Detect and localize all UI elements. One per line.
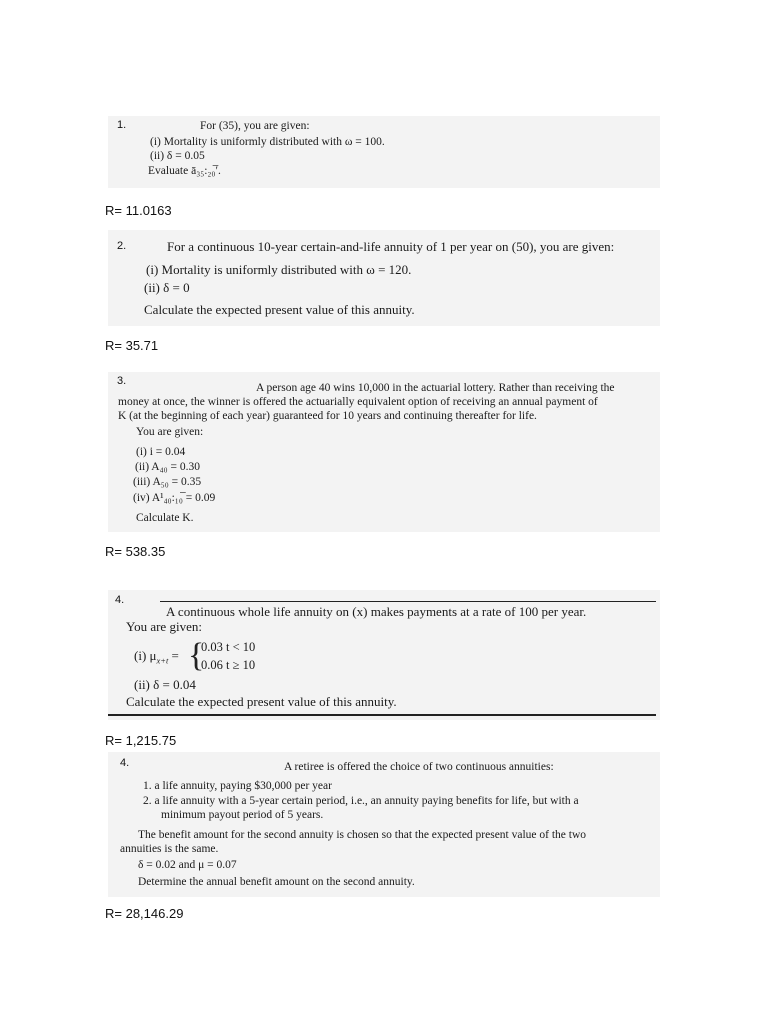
problem-1-given-ii: (ii) δ = 0.05	[150, 150, 205, 162]
problem-1-answer: R= 11.0163	[105, 203, 172, 218]
problem-3-given-header: You are given:	[136, 426, 204, 438]
problem-4b-number: 4.	[120, 757, 130, 769]
problem-1-given-i: (i) Mortality is uniformly distributed with ω = 100.	[150, 136, 385, 148]
problem-3-given-i: (i) i = 0.04	[136, 446, 186, 458]
problem-3-given-iii: (iii) A₅₀ = 0.35	[133, 476, 202, 488]
problem-4a-number: 4.	[115, 594, 125, 606]
problem-4a-task: Calculate the expected present value of this annuity.	[126, 694, 397, 709]
problem-3-intro-2: money at once, the winner is offered the actuarially equivalent option of receiving an annual payment of	[118, 396, 598, 408]
problem-4b-condition-1: The benefit amount for the second annuity is chosen so that the expected present value of the two	[138, 829, 587, 841]
problem-3-given-ii: (ii) A₄₀ = 0.30	[135, 461, 200, 473]
problem-4a-top-rule	[160, 601, 656, 602]
problem-4a-intro: A continuous whole life annuity on (x) makes payments at a rate of 100 per year.	[166, 604, 587, 619]
problem-4a-case-1: 0.03 t < 10	[201, 640, 256, 654]
problem-2-intro: For a continuous 10-year certain-and-life annuity of 1 per year on (50), you are given:	[167, 239, 615, 254]
problem-3-intro-1: A person age 40 wins 10,000 in the actuarial lottery. Rather than receiving the	[256, 382, 615, 394]
problem-4b-option-2-cont: minimum payout period of 5 years.	[161, 809, 324, 821]
problem-3-intro-3: K (at the beginning of each year) guaranteed for 10 years and continuing thereafter for life.	[118, 410, 537, 422]
problem-1-task: Evaluate ā₃₅:₂₀̅′.	[148, 165, 221, 177]
problem-4b-condition-2: annuities is the same.	[120, 843, 219, 855]
problem-3-number: 3.	[117, 375, 127, 387]
problem-2-given-ii: (ii) δ = 0	[144, 280, 190, 295]
problem-4b-intro: A retiree is offered the choice of two continuous annuities:	[284, 761, 554, 773]
problem-3-task: Calculate K.	[136, 512, 194, 524]
problem-4a-mu-symbol: (i) μ	[134, 648, 157, 663]
problem-4b-option-1: 1. a life annuity, paying $30,000 per year	[143, 780, 332, 792]
problem-4a-bottom-rule	[108, 714, 656, 716]
problem-4a-answer: R= 1,215.75	[105, 733, 177, 748]
problem-2-number: 2.	[117, 240, 127, 252]
problem-4b-answer: R= 28,146.29	[105, 906, 184, 921]
problem-4a-case-2: 0.06 t ≥ 10	[201, 658, 256, 672]
problem-4a-given-header: You are given:	[126, 619, 202, 634]
problem-2-answer: R= 35.71	[105, 338, 159, 353]
problem-4b-given: δ = 0.02 and μ = 0.07	[138, 859, 237, 871]
problem-3-answer: R= 538.35	[105, 544, 166, 559]
problem-4b-task: Determine the annual benefit amount on the second annuity.	[138, 876, 415, 888]
problem-2-task: Calculate the expected present value of this annuity.	[144, 302, 415, 317]
problem-4b-option-2: 2. a life annuity with a 5-year certain period, i.e., an annuity paying benefits for life, but with a	[143, 795, 579, 807]
problem-3-given-iv: (iv) A¹₄₀:₁₀̅ = 0.09	[133, 492, 216, 504]
problem-2-given-i: (i) Mortality is uniformly distributed with ω = 120.	[146, 262, 412, 277]
problem-1-intro: For (35), you are given:	[200, 120, 310, 132]
problem-4a-given-ii: (ii) δ = 0.04	[134, 677, 196, 692]
problem-4a-given-i-label: (i) $\mu_{x+t}$ =	[134, 648, 179, 666]
problem-4a-brace: {	[188, 637, 205, 674]
problem-1-number: 1.	[117, 119, 127, 131]
problem-4a-mu-subscript: x+t	[156, 655, 169, 666]
